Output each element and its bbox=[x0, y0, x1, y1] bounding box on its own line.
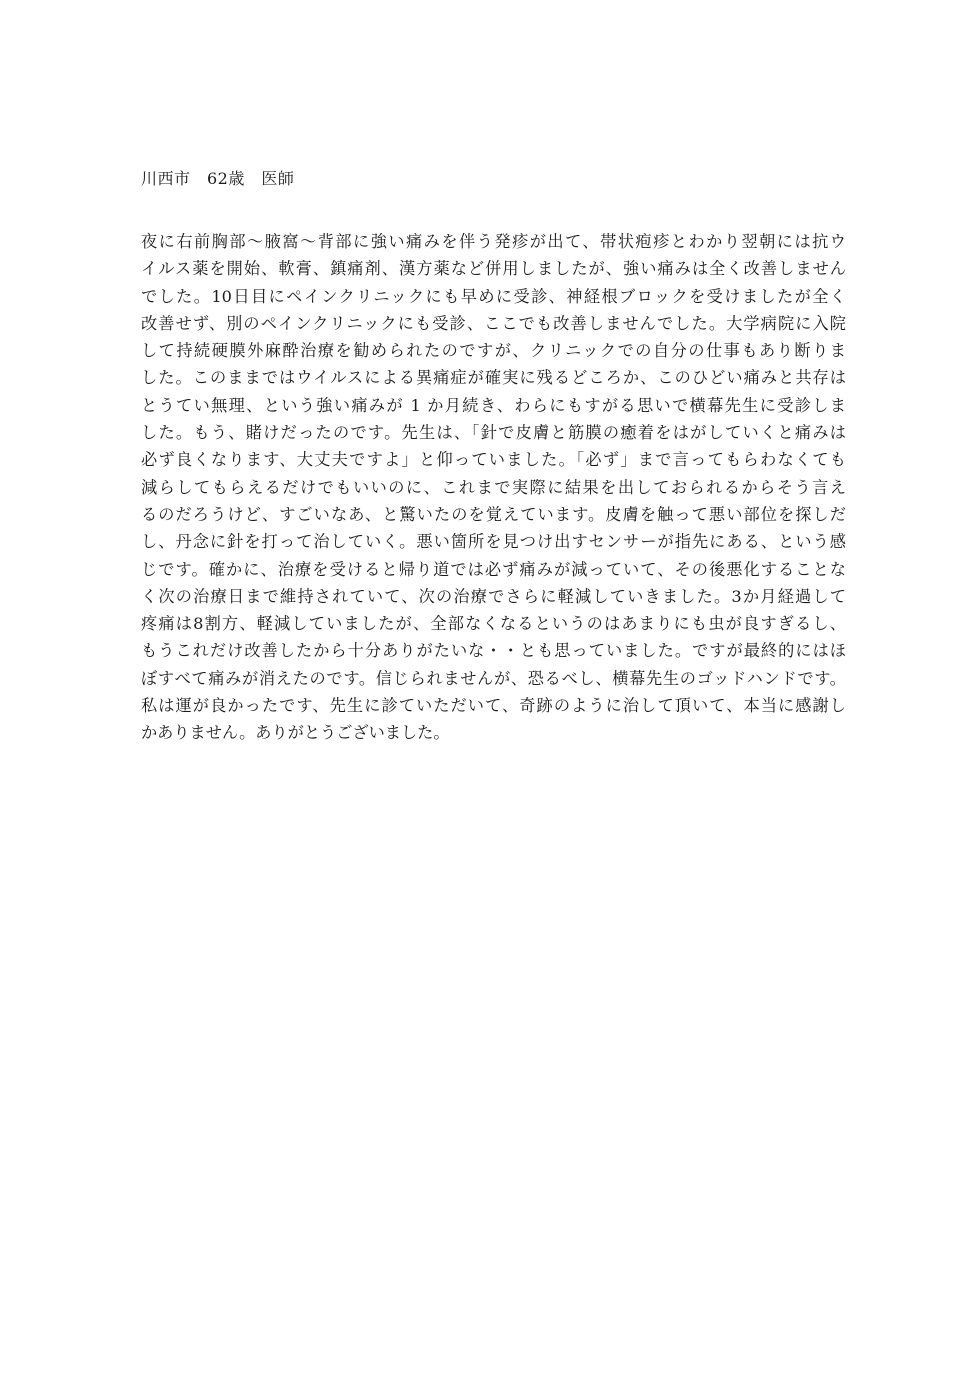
paragraph-line: 必ず良くなります、大丈夫ですよ」と仰っていました。「必ず」まで言ってもらわなくても bbox=[141, 450, 846, 470]
paragraph-line: 減らしてもらえるだけでもいいのに、これまで実際に結果を出しておられるからそう言え bbox=[141, 477, 846, 497]
paragraph-line: して持続硬膜外麻酔治療を勧められたのですが、クリニックでの自分の仕事もあり断りま bbox=[141, 341, 846, 361]
paragraph-line: く次の治療日まで維持されていて、次の治療でさらに軽減していきました。3か月経過して bbox=[141, 586, 846, 606]
paragraph-line: し、丹念に針を打って治していく。悪い箇所を見つけ出すセンサーが指先にある、という感 bbox=[141, 532, 846, 552]
author-heading: 川西市 62歳 医師 bbox=[141, 169, 295, 188]
paragraph-line: した。もう、賭けだったのです。先生は、「針で皮膚と筋膜の癒着をはがしていくと痛みは bbox=[141, 423, 846, 443]
paragraph-line: とうてい無理、という強い痛みが 1 か月続き、わらにもすがる思いで横幕先生に受診しま bbox=[141, 395, 846, 415]
paragraph-line: ぼすべて痛みが消えたのです。信じられませんが、恐るべし、横幕先生のゴッドハンドです。 bbox=[141, 668, 846, 688]
paragraph-line: でした。10日目にペインクリニックにも早めに受診、神経根ブロックを受けましたが全く bbox=[141, 286, 846, 306]
paragraph-line: 夜に右前胸部〜腋窩〜背部に強い痛みを伴う発疹が出て、帯状疱疹とわかり翌朝には抗ウ bbox=[141, 232, 846, 251]
paragraph-line: 改善せず、別のペインクリニックにも受診、ここでも改善しませんでした。大学病院に入院 bbox=[141, 313, 846, 333]
paragraph-line: 疼痛は8割方、軽減していましたが、全部なくなるというのはあまりにも虫が良すぎるし、 bbox=[141, 614, 846, 634]
testimonial-paragraph bbox=[141, 228, 846, 747]
paragraph-line: もうこれだけ改善したから十分ありがたいな・・とも思っていました。ですが最終的にはほ bbox=[141, 641, 846, 661]
paragraph-line: るのだろうけど、すごいなあ、と驚いたのを覚えています。皮膚を触って悪い部位を探しだ bbox=[141, 504, 846, 524]
paragraph-line: した。このままではウイルスによる異痛症が確実に残るどころか、このひどい痛みと共存は bbox=[141, 368, 846, 388]
paragraph-line: かありません。ありがとうございました。 bbox=[141, 723, 450, 743]
paragraph-line: イルス薬を開始、軟膏、鎮痛剤、漢方薬など併用しましたが、強い痛みは全く改善しません bbox=[141, 259, 846, 279]
paragraph-line: じです。確かに、治療を受けると帰り道では必ず痛みが減っていて、その後悪化することな bbox=[141, 559, 846, 579]
paragraph-line: 私は運が良かったです、先生に診ていただいて、奇跡のように治して頂いて、本当に感謝し bbox=[141, 696, 846, 716]
